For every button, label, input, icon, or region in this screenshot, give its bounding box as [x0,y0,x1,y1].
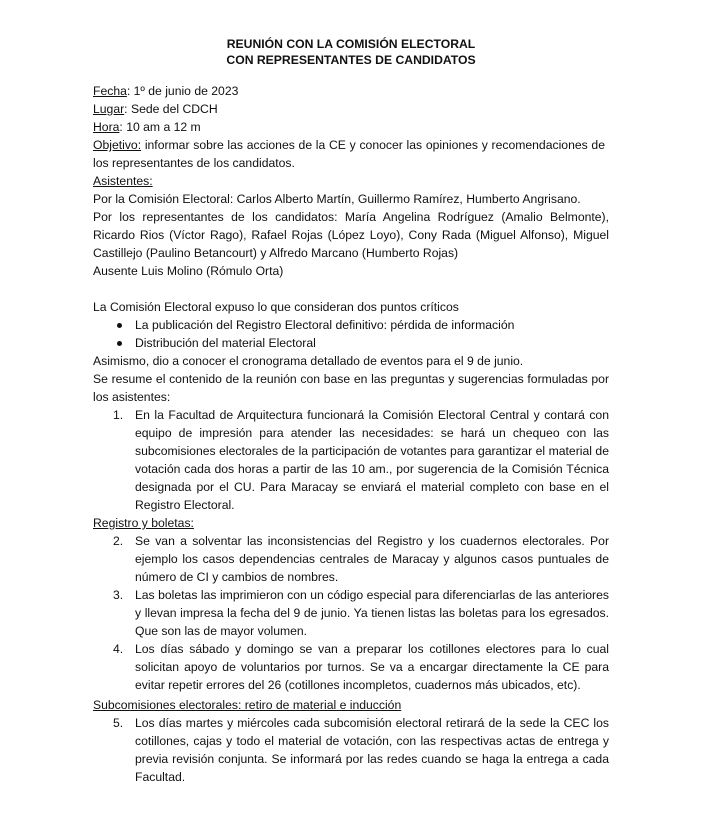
section-registro-heading: Registro y boletas: [93,516,194,530]
asistentes-ausente: Ausente Luis Molino (Rómulo Orta) [93,264,284,278]
item-number: 1. [113,408,124,422]
list-item: Las boletas las imprimieron con un código especial para diferenciarlas de las anteriores y llevan impresa la fecha del 9 de junio. Ya tienen listas las boletas para los egresados. Que son las de mayor volumen. [135,588,609,638]
resume-text: Se resume el contenido de la reunión con base en las preguntas y sugerencias formuladas por los asistentes: [93,372,609,404]
section-subcomisiones-heading: Subcomisiones electorales: retiro de material e inducción [93,698,402,712]
item-number: 3. [113,588,124,602]
asistentes-comision: Por la Comisión Electoral: Carlos Alberto Martín, Guillermo Ramírez, Humberto Angrisano. [93,192,581,206]
objetivo-paragraph [93,136,605,172]
hora-label: Hora [93,120,120,134]
objetivo-value: informar sobre las acciones de la CE y conocer las opiniones y recomendaciones de los representantes de los candidatos. [93,138,605,170]
item-number: 4. [113,642,124,656]
bullet-item-registro: La publicación del Registro Electoral definitivo: pérdida de información [135,318,515,332]
list-item: En la Facultad de Arquitectura funcionará la Comisión Electoral Central y contará con equipo de impresión para atender las necesidades: se hará un chequeo con las subcomisiones electorales de la participación de votantes para garantizar el material de votación cada dos horas a partir de las 10 am., por sugerencia de la Comisión Técnica designada por el CU. Para Maracay se enviará el material completo con base en el Registro Electoral. [135,408,609,512]
document-title-line2: CON REPRESENTANTES DE CANDIDATOS [226,53,476,67]
list-item: Los días martes y miércoles cada subcomisión electoral retirará de la sede la CEC los cotillones, cajas y todo el material de votación, con las respectivas actas de entrega y previa revisión conjunta. Se informará por las redes cuando se haga la entrega a cada Facultad. [135,716,609,784]
cronograma-text: Asimismo, dio a conocer el cronograma detallado de eventos para el 9 de junio. [93,354,524,368]
objetivo-label: Objetivo: [93,138,142,152]
bullet-icon [117,341,122,346]
intro-text: La Comisión Electoral expuso lo que consideran dos puntos críticos [93,300,459,314]
lugar-label: Lugar [93,102,125,116]
document-title-line1: REUNIÓN CON LA COMISIÓN ELECTORAL [226,37,476,51]
lugar-line [93,100,218,118]
fecha-value: : 1º de junio de 2023 [126,84,239,98]
list-item: Los días sábado y domingo se van a preparar los cotillones electores para lo cual solicitan apoyo de voluntarios por turnos. Se va a encargar directamente la CE para evitar repetir errores del 26 (cotillones incompletos, cuadernos más ubicados, etc). [135,642,609,692]
bullet-icon [117,323,122,328]
hora-value: : 10 am a 12 m [119,120,201,134]
asistentes-heading: Asistentes: [93,174,153,188]
lugar-value: : Sede del CDCH [124,102,218,116]
asistentes-representantes: Por los representantes de los candidatos: María Angelina Rodríguez (Amalio Belmonte), Ricardo Rios (Víctor Rago), Rafael Rojas (López Loyo), Cony Rada (Miguel Alfonso), Miguel Castillejo (Paulino Betancourt) y Alfredo Marcano (Humberto Rojas) [93,210,609,260]
bullet-item-distribucion: Distribución del material Electoral [135,336,316,350]
item-number: 2. [113,534,124,548]
fecha-line [93,82,238,100]
list-item: Se van a solventar las inconsistencias del Registro y los cuadernos electorales. Por ejemplo los casos dependencias centrales de Maracay y algunos casos puntuales de número de CI y cambios de nombres. [135,534,609,584]
fecha-label: Fecha [93,84,127,98]
hora-line [93,118,201,136]
item-number: 5. [113,716,124,730]
